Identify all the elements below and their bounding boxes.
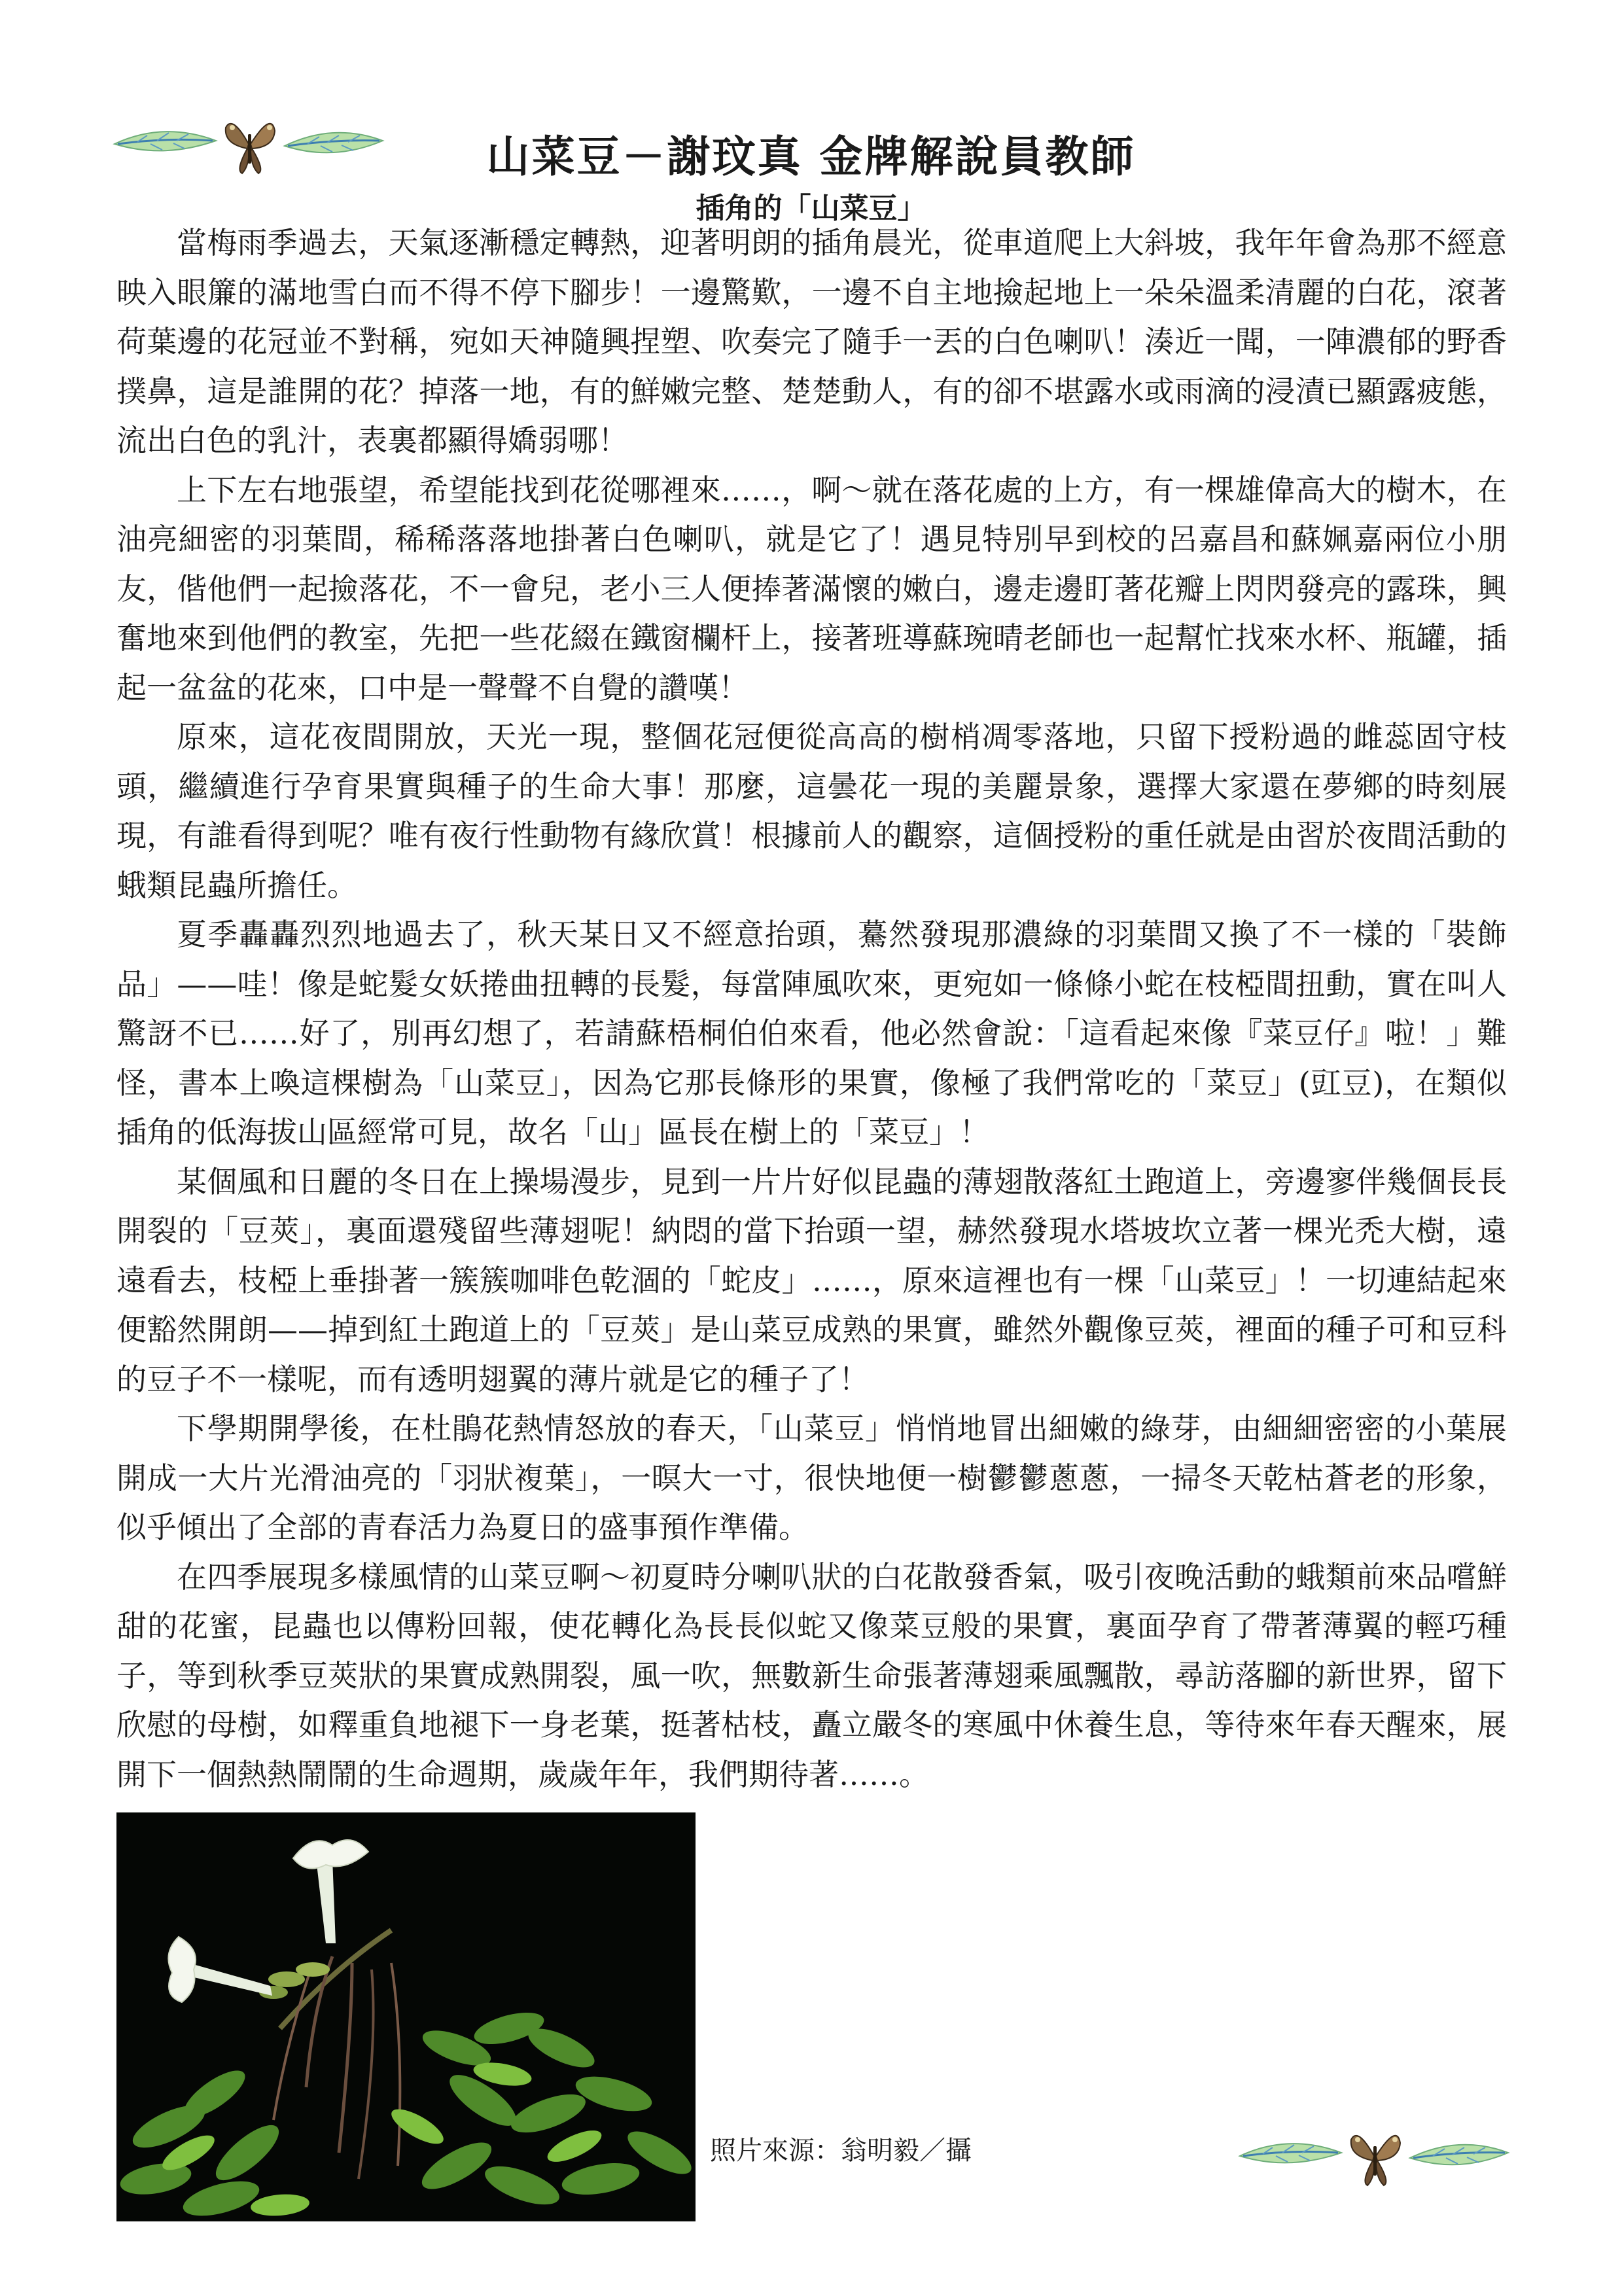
butterfly-icon bbox=[1351, 2136, 1400, 2185]
footer-decoration bbox=[1237, 2120, 1511, 2192]
page-title: 山菜豆－謝玟真 金牌解說員教師 bbox=[486, 132, 1136, 182]
paragraph: 下學期開學後，在杜鵑花熱情怒放的春天，「山菜豆」悄悄地冒出細嫩的綠芽，由細細密密的小葉展開成一大片光滑油亮的「羽狀複葉」，一暝大一寸，很快地便一樹鬱鬱蔥蔥，一掃冬天乾枯蒼老的形象，似乎傾出了全部的青春活力為夏日的盛事預作準備。 bbox=[116, 1411, 1507, 1545]
article-body bbox=[116, 219, 1507, 1799]
paragraph: 某個風和日麗的冬日在上操場漫步，見到一片片好似昆蟲的薄翅散落紅土跑道上，旁邊寥伴幾個長長開裂的「豆莢」，裏面還殘留些薄翅呢！納悶的當下抬頭一望，赫然發現水塔坡坎立著一棵光禿大樹，遠遠看去，枝椏上垂掛著一簇簇咖啡色乾涸的「蛇皮」……，原來這裡也有一棵「山菜豆」！一切連結起來便豁然開朗——掉到紅土跑道上的「豆莢」是山菜豆成熟的果實，雖然外觀像豆莢，裡面的種子可和豆科的豆子不一樣呢，而有透明翅翼的薄片就是它的種子了！ bbox=[116, 1163, 1507, 1397]
paragraph: 當梅雨季過去，天氣逐漸穩定轉熱，迎著明朗的插角晨光，從車道爬上大斜坡，我年年會為那不經意映入眼簾的滿地雪白而不得不停下腳步！一邊驚歎，一邊不自主地撿起地上一朵朵溫柔清麗的白花，滾著荷葉邊的花冠並不對稱，宛如天神隨興捏塑、吹奏完了隨手一丟的白色喇叭！湊近一聞，一陣濃郁的野香撲鼻，這是誰開的花？掉落一地，有的鮮嫩完整、楚楚動人，有的卻不堪露水或雨滴的浸漬已顯露疲態，流出白色的乳汁，表裏都顯得嬌弱哪！ bbox=[116, 225, 1507, 458]
page-subtitle: 插角的「山菜豆」 bbox=[696, 192, 926, 225]
paragraph: 在四季展現多樣風情的山菜豆啊～初夏時分喇叭狀的白花散發香氣，吸引夜晚活動的蛾類前來品嚐鮮甜的花蜜，昆蟲也以傳粉回報，使花轉化為長長似蛇又像菜豆般的果實，裏面孕育了帶著薄翼的輕巧種子，等到秋季豆莢狀的果實成熟開裂，風一吹，無數新生命張著薄翅乘風飄散，尋訪落腳的新世界，留下欣慰的母樹，如釋重負地褪下一身老葉，挺著枯枝，矗立嚴冬的寒風中休養生息，等待來年春天醒來，展開下一個熱熱鬧鬧的生命週期，歲歲年年，我們期待著……。 bbox=[116, 1559, 1507, 1792]
paragraph: 夏季轟轟烈烈地過去了，秋天某日又不經意抬頭，驀然發現那濃綠的羽葉間又換了不一樣的「裝飾品」——哇！像是蛇髮女妖捲曲扭轉的長髮，每當陣風吹來，更宛如一條條小蛇在枝椏間扭動，實在叫人驚訝不已……好了，別再幻想了，若請蘇梧桐伯伯來看，他必然會說：「這看起來像『菜豆仔』啦！」難怪，書本上喚這棵樹為「山菜豆」，因為它那長條形的果實，像極了我們常吃的「菜豆」(豇豆)，在類似插角的低海拔山區經常可見，故名「山」區長在樹上的「菜豆」！ bbox=[116, 917, 1507, 1150]
paragraph: 上下左右地張望，希望能找到花從哪裡來……，啊～就在落花處的上方，有一棵雄偉高大的樹木，在油亮細密的羽葉間，稀稀落落地掛著白色喇叭，就是它了！遇見特別早到校的呂嘉昌和蘇姵嘉兩位小朋友，偕他們一起撿落花，不一會兒，老小三人便捧著滿懷的嫩白，邊走邊盯著花瓣上閃閃發亮的露珠，興奮地來到他們的教室，先把一些花綴在鐵窗欄杆上，接著班導蘇琬晴老師也一起幫忙找來水杯、瓶罐，插起一盆盆的花來，口中是一聲聲不自覺的讚嘆！ bbox=[116, 472, 1507, 705]
paragraph: 原來，這花夜間開放，天光一現，整個花冠便從高高的樹梢凋零落地，只留下授粉過的雌蕊固守枝頭，繼續進行孕育果實與種子的生命大事！那麼，這曇花一現的美麗景象，選擇大家還在夢鄉的時刻展現，有誰看得到呢？唯有夜行性動物有緣欣賞！根據前人的觀察，這個授粉的重任就是由習於夜間活動的蛾類昆蟲所擔任。 bbox=[116, 719, 1507, 903]
photo-credit: 照片來源：翁明毅／攝 bbox=[710, 2136, 972, 2166]
leaf-left-icon bbox=[1240, 2144, 1341, 2163]
leaf-right-icon bbox=[1410, 2145, 1508, 2165]
flower-photo bbox=[116, 1812, 696, 2221]
